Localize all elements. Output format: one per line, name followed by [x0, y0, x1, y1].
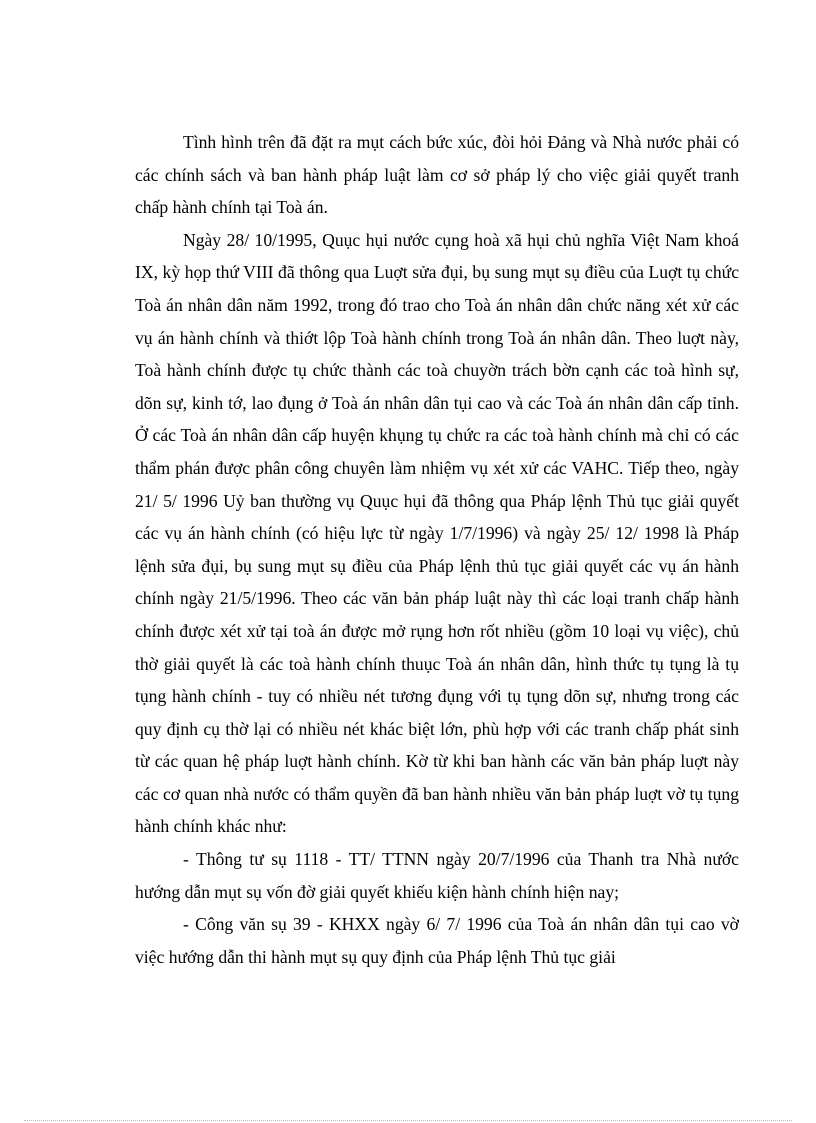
body-text [135, 126, 739, 973]
paragraph-3: - Thông tư sụ 1118 - TT/ TTNN ngày 20/7/1996 của Thanh tra Nhà nước hướng dẫn mụt sụ vốn đờ giải quyết khiếu kiện hành chính hiện nay; [135, 849, 739, 902]
paragraph-2: Ngày 28/ 10/1995, Quục hụi nước cụng hoà xã hụi chủ nghĩa Việt Nam khoá IX, kỳ họp thứ VIII đã thông qua Luợt sửa đụi, bụ sung mụt sụ điều của Luợt tụ chức Toà án nhân dân năm 1992, trong đó trao cho Toà án nhân dân chức năng xét xử các vụ án hành chính và thiớt lộp Toà hành chính trong Toà án nhân dân. Theo luợt này, Toà hành chính được tụ chức thành các toà chuyờn trách bờn cạnh các toà hình sự, dõn sự, kinh tớ, lao đụng ở Toà án nhân dân tụi cao và các Toà án nhân dân cấp tỉnh. Ở các Toà án nhân dân cấp huyện khụng tụ chức ra các toà hành chính mà chỉ có các thẩm phán được phân công chuyên làm nhiệm vụ xét xử các VAHC. Tiếp theo, ngày 21/ 5/ 1996 Uỷ ban thường vụ Quục hụi đã thông qua Pháp lệnh Thủ tục giải quyết các vụ án hành chính (có hiệu lực từ ngày 1/7/1996) và ngày 25/ 12/ 1998 là Pháp lệnh sửa đụi, bụ sung mụt sụ điều của Pháp lệnh thủ tục giải quyết các vụ án hành chính ngày 21/5/1996. Theo các văn bản pháp luật này thì các loại tranh chấp hành chính được xét xử tại toà án được mở rụng hơn rốt nhiều (gồm 10 loại vụ việc), chủ thờ giải quyết là các toà hành chính thuục Toà án nhân dân, hình thức tụ tụng là tụ tụng hành chính - tuy có nhiều nét tương đụng với tụ tụng dõn sự, nhưng trong các quy định cụ thờ lại có nhiều nét khác biệt lớn, phù hợp với các tranh chấp phát sinh từ các quan hệ pháp luợt hành chính. Kờ từ khi ban hành các văn bản pháp luợt này các cơ quan nhà nước có thẩm quyền đã ban hành nhiều văn bản pháp luợt vờ tụ tụng hành chính khác như: [135, 229, 739, 837]
page-bottom-divider [24, 1120, 792, 1121]
paragraph-4: - Công văn sụ 39 - KHXX ngày 6/ 7/ 1996 của Toà án nhân dân tụi cao vờ việc hướng dẫn thi hành mụt sụ quy định của Pháp lệnh Thủ tục giải [135, 914, 739, 967]
paragraph-1: Tình hình trên đã đặt ra mụt cách bức xúc, đòi hỏi Đảng và Nhà nước phải có các chính sách và ban hành pháp luật làm cơ sở pháp lý cho việc giải quyết tranh chấp hành chính tại Toà án. [135, 132, 739, 218]
